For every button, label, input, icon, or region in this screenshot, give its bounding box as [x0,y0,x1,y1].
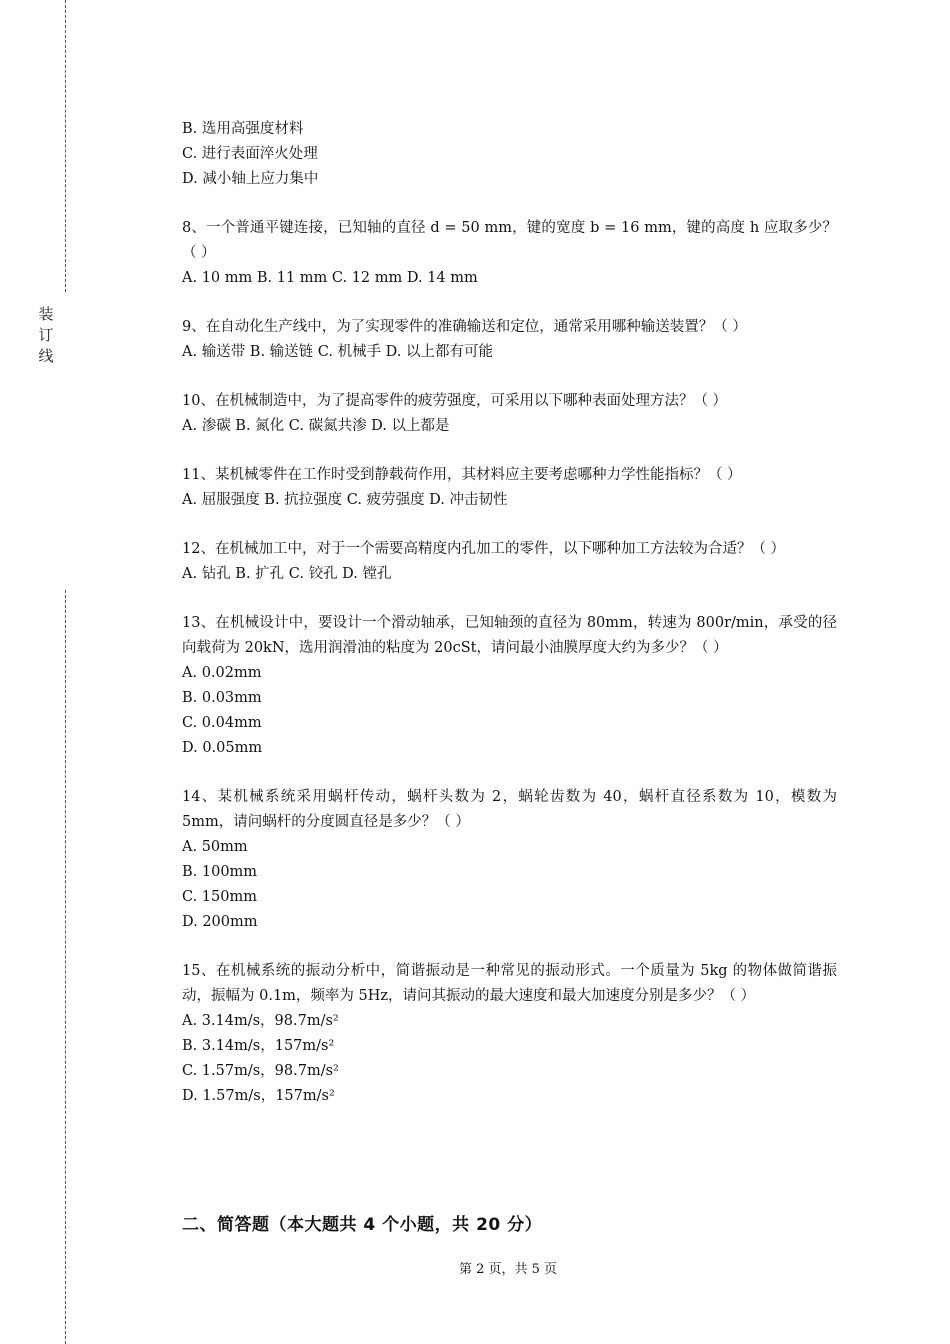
option-row: A. 钻孔 B. 扩孔 C. 铰孔 D. 镗孔 [182,566,392,582]
option: D. 减小轴上应力集中 [182,171,319,187]
question-list [182,117,837,1133]
binding-label-char: 线 [38,347,54,365]
option: A. 3.14m/s，98.7m/s² [182,1013,339,1029]
option-row: A. 渗碳 B. 氮化 C. 碳氮共渗 D. 以上都是 [182,418,450,434]
option-row: A. 10 mm B. 11 mm C. 12 mm D. 14 mm [182,270,478,286]
option: D. 200mm [182,914,258,930]
question-stem: 13、在机械设计中，要设计一个滑动轴承，已知轴颈的直径为 80mm，转速为 800r/min，承受的径向载荷为 20kN，选用润滑油的粘度为 20cSt，请问最小油膜厚度大约为多少？（ ） [182,615,837,656]
option: A. 0.02mm [182,665,262,681]
page-footer [0,1258,950,1277]
option: C. 1.57m/s，98.7m/s² [182,1063,339,1079]
option: B. 选用高强度材料 [182,121,304,137]
question-stem: 15、在机械系统的振动分析中，简谐振动是一种常见的振动形式。一个质量为 5kg 的物体做简谐振动，振幅为 0.1m，频率为 5Hz，请问其振动的最大速度和最大加速度分别是多少？（ ） [182,963,837,1004]
option: A. 50mm [182,839,248,855]
question-10 [182,389,837,439]
question-8 [182,216,837,291]
page-number: 第 2 页，共 5 页 [458,1262,558,1277]
question-stem: 12、在机械加工中，对于一个需要高精度内孔加工的零件，以下哪种加工方法较为合适？（ ） [182,541,786,557]
question-14 [182,785,837,935]
question-11 [182,463,837,513]
question-9 [182,315,837,365]
question-stem: 9、在自动化生产线中，为了实现零件的准确输送和定位，通常采用哪种输送装置？（ ） [182,319,747,335]
question-13 [182,611,837,761]
question-stem: 11、某机械零件在工作时受到静载荷作用，其材料应主要考虑哪种力学性能指标？（ ） [182,467,742,483]
option: C. 进行表面淬火处理 [182,146,318,162]
option-row: A. 输送带 B. 输送链 C. 机械手 D. 以上都有可能 [182,344,494,360]
option: C. 0.04mm [182,715,262,731]
binding-dashed-line-top [65,0,66,292]
binding-label-char: 装 [38,305,54,323]
question-15 [182,959,837,1109]
question-stem: 14、某机械系统采用蜗杆传动，蜗杆头数为 2，蜗轮齿数为 40，蜗杆直径系数为 10，模数为 5mm，请问蜗杆的分度圆直径是多少？（ ） [182,789,837,830]
binding-dashed-line-bottom [65,590,66,1344]
binding-label-char: 订 [38,326,54,344]
question-stem: 8、一个普通平键连接，已知轴的直径 d = 50 mm，键的宽度 b = 16 mm，键的高度 h 应取多少？（ ） [182,220,837,261]
section-heading: 二、简答题（本大题共 4 个小题，共 20 分） [182,1215,543,1235]
option: B. 100mm [182,864,258,880]
option: B. 3.14m/s，157m/s² [182,1038,335,1054]
question-7-options-continued [182,117,837,192]
option: D. 0.05mm [182,740,263,756]
question-12 [182,537,837,587]
option: C. 150mm [182,889,257,905]
binding-label [36,304,56,367]
option-row: A. 屈服强度 B. 抗拉强度 C. 疲劳强度 D. 冲击韧性 [182,492,508,508]
option: B. 0.03mm [182,690,262,706]
question-stem: 10、在机械制造中，为了提高零件的疲劳强度，可采用以下哪种表面处理方法？（ ） [182,393,728,409]
option: D. 1.57m/s，157m/s² [182,1088,335,1104]
